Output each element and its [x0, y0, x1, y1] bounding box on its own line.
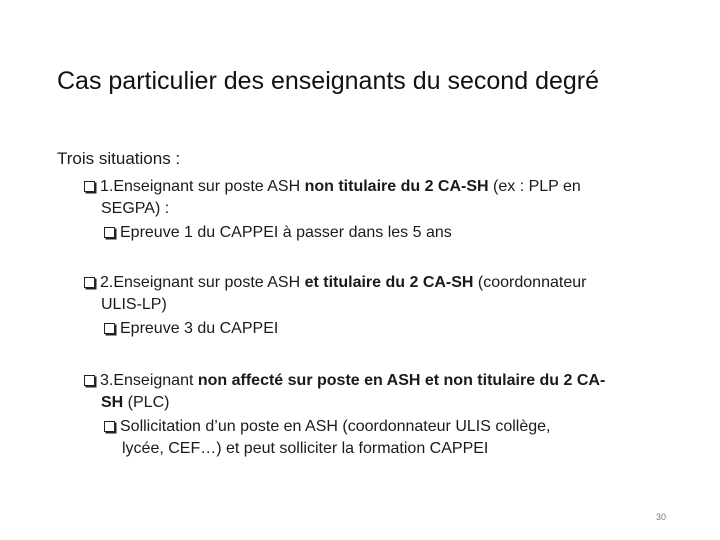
situation-2: 2.Enseignant sur poste ASH et titulaire du 2 CA-SH (coordonnateur ULIS-LP): [84, 272, 586, 316]
situation-3: 3.Enseignant non affecté sur poste en ASH et non titulaire du 2 CA- SH (PLC): [84, 370, 605, 414]
situation-1-bold: non titulaire du 2 CA-SH: [304, 178, 489, 195]
checkbox-bullet-icon: [104, 227, 115, 238]
slide-title: Cas particulier des enseignants du second degré: [57, 67, 600, 95]
situation-2-detail: Epreuve 3 du CAPPEI: [104, 318, 278, 340]
situation-2-bold: et titulaire du 2 CA-SH: [304, 274, 474, 291]
intro-text: Trois situations :: [57, 149, 181, 168]
situation-3-bold: non affecté sur poste en ASH et non titulaire du 2 CA-: [197, 372, 606, 389]
situation-1-detail: Epreuve 1 du CAPPEI à passer dans les 5 ans: [104, 222, 452, 244]
checkbox-bullet-icon: [84, 181, 95, 192]
checkbox-bullet-icon: [104, 323, 115, 334]
situation-1: 1.Enseignant sur poste ASH non titulaire du 2 CA-SH (ex : PLP en SEGPA) :: [84, 176, 581, 220]
situation-3-detail: Sollicitation d’un poste en ASH (coordonnateur ULIS collège, lycée, CEF…) et peut solliciter la formation CAPPEI: [104, 416, 550, 460]
checkbox-bullet-icon: [84, 277, 95, 288]
checkbox-bullet-icon: [104, 421, 115, 432]
checkbox-bullet-icon: [84, 375, 95, 386]
page-number: 30: [656, 512, 667, 522]
